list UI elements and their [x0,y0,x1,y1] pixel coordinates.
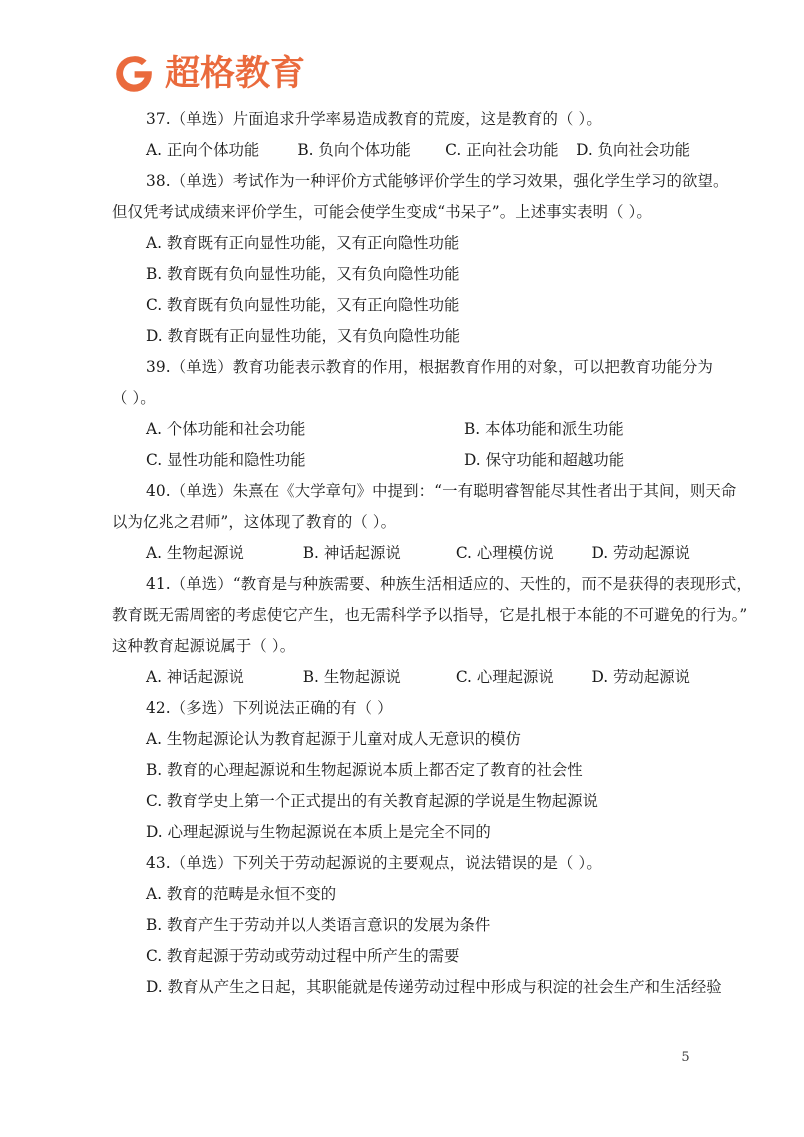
option-d[interactable]: D. 负向社会功能 [576,141,690,159]
question-stem-line: 38.（单选）考试作为一种评价方式能够评价学生的学习效果，强化学生学习的欲望。 [146,172,729,190]
question-list [112,104,752,1003]
page-number: 5 [681,1050,690,1065]
question-41 [112,569,752,693]
question-42 [112,693,690,848]
option-a[interactable]: A. 个体功能和社会功能 [146,420,306,438]
option-c[interactable]: C. 显性功能和隐性功能 [146,451,306,469]
option-d[interactable]: D. 劳动起源说 [591,668,690,686]
option-b[interactable]: B. 教育既有负向显性功能，又有负向隐性功能 [146,265,460,283]
question-stem-line: 40.（单选）朱熹在《大学章句》中提到：“一有聪明睿智能尽其性者出于其间，则天命 [146,482,737,500]
option-b[interactable]: B. 负向个体功能 [297,141,411,159]
option-d[interactable]: D. 劳动起源说 [591,544,690,562]
question-37 [112,104,690,166]
question-stem-line: 43.（单选）下列关于劳动起源说的主要观点，说法错误的是（ ）。 [146,854,602,872]
option-a[interactable]: A. 生物起源说 [146,544,244,562]
option-c[interactable]: C. 教育起源于劳动或劳动过程中所产生的需要 [146,947,460,965]
question-40 [112,476,737,569]
question-38 [112,166,729,352]
question-stem-line: 37.（单选）片面追求升学率易造成教育的荒废，这是教育的（ ）。 [146,110,602,128]
question-stem-line: 39.（单选）教育功能表示教育的作用，根据教育作用的对象，可以把教育功能分为 [146,358,713,376]
option-a[interactable]: A. 教育的范畴是永恒不变的 [146,885,337,903]
circular-g-logo-icon [112,52,156,96]
option-b[interactable]: B. 教育的心理起源说和生物起源说本质上都否定了教育的社会性 [146,761,583,779]
option-d[interactable]: D. 教育既有正向显性功能，又有负向隐性功能 [146,327,460,345]
option-c[interactable]: C. 心理模仿说 [455,544,554,562]
option-a[interactable]: A. 教育既有正向显性功能，又有正向隐性功能 [146,234,460,252]
option-b[interactable]: B. 神话起源说 [302,544,401,562]
option-row [112,538,690,569]
option-row [112,662,690,693]
option-row [112,414,690,445]
option-row [112,135,690,166]
option-a[interactable]: A. 生物起源论认为教育起源于儿童对成人无意识的模仿 [146,730,521,748]
question-stem-line: 教育既无需周密的考虑使它产生，也无需科学予以指导，它是扎根于本能的不可避免的行为。” [112,606,748,624]
brand-name: 超格教育 [165,53,306,94]
option-d[interactable]: D. 保守功能和超越功能 [464,451,625,469]
option-a[interactable]: A. 神话起源说 [146,668,244,686]
question-stem-line: （ ）。 [112,389,156,407]
option-d[interactable]: D. 心理起源说与生物起源说在本质上是完全不同的 [146,823,491,841]
question-stem-line: 42.（多选）下列说法正确的有（ ） [146,699,393,717]
question-stem-line: 以为亿兆之君师”，这体现了教育的（ ）。 [112,513,397,531]
option-c[interactable]: C. 教育学史上第一个正式提出的有关教育起源的学说是生物起源说 [146,792,598,810]
option-a[interactable]: A. 正向个体功能 [146,141,260,159]
question-stem-line: 这种教育起源说属于（ ）。 [112,637,296,655]
option-row [112,445,690,476]
option-c[interactable]: C. 正向社会功能 [445,141,559,159]
question-39 [112,352,713,476]
question-stem-line: 但仅凭考试成绩来评价学生，可能会使学生变成“书呆子”。上述事实表明（ ）。 [112,203,652,221]
option-c[interactable]: C. 教育既有负向显性功能，又有正向隐性功能 [146,296,460,314]
question-43 [112,848,722,1003]
option-d[interactable]: D. 教育从产生之日起，其职能就是传递劳动过程中形成与积淀的社会生产和生活经验 [146,978,722,996]
brand-header [112,45,305,103]
question-stem-line: 41.（单选）“教育是与种族需要、种族生活相适应的、天性的，而不是获得的表现形式， [146,575,752,593]
option-b[interactable]: B. 教育产生于劳动并以人类语言意识的发展为条件 [146,916,491,934]
option-b[interactable]: B. 本体功能和派生功能 [464,420,624,438]
option-c[interactable]: C. 心理起源说 [455,668,554,686]
option-b[interactable]: B. 生物起源说 [302,668,401,686]
